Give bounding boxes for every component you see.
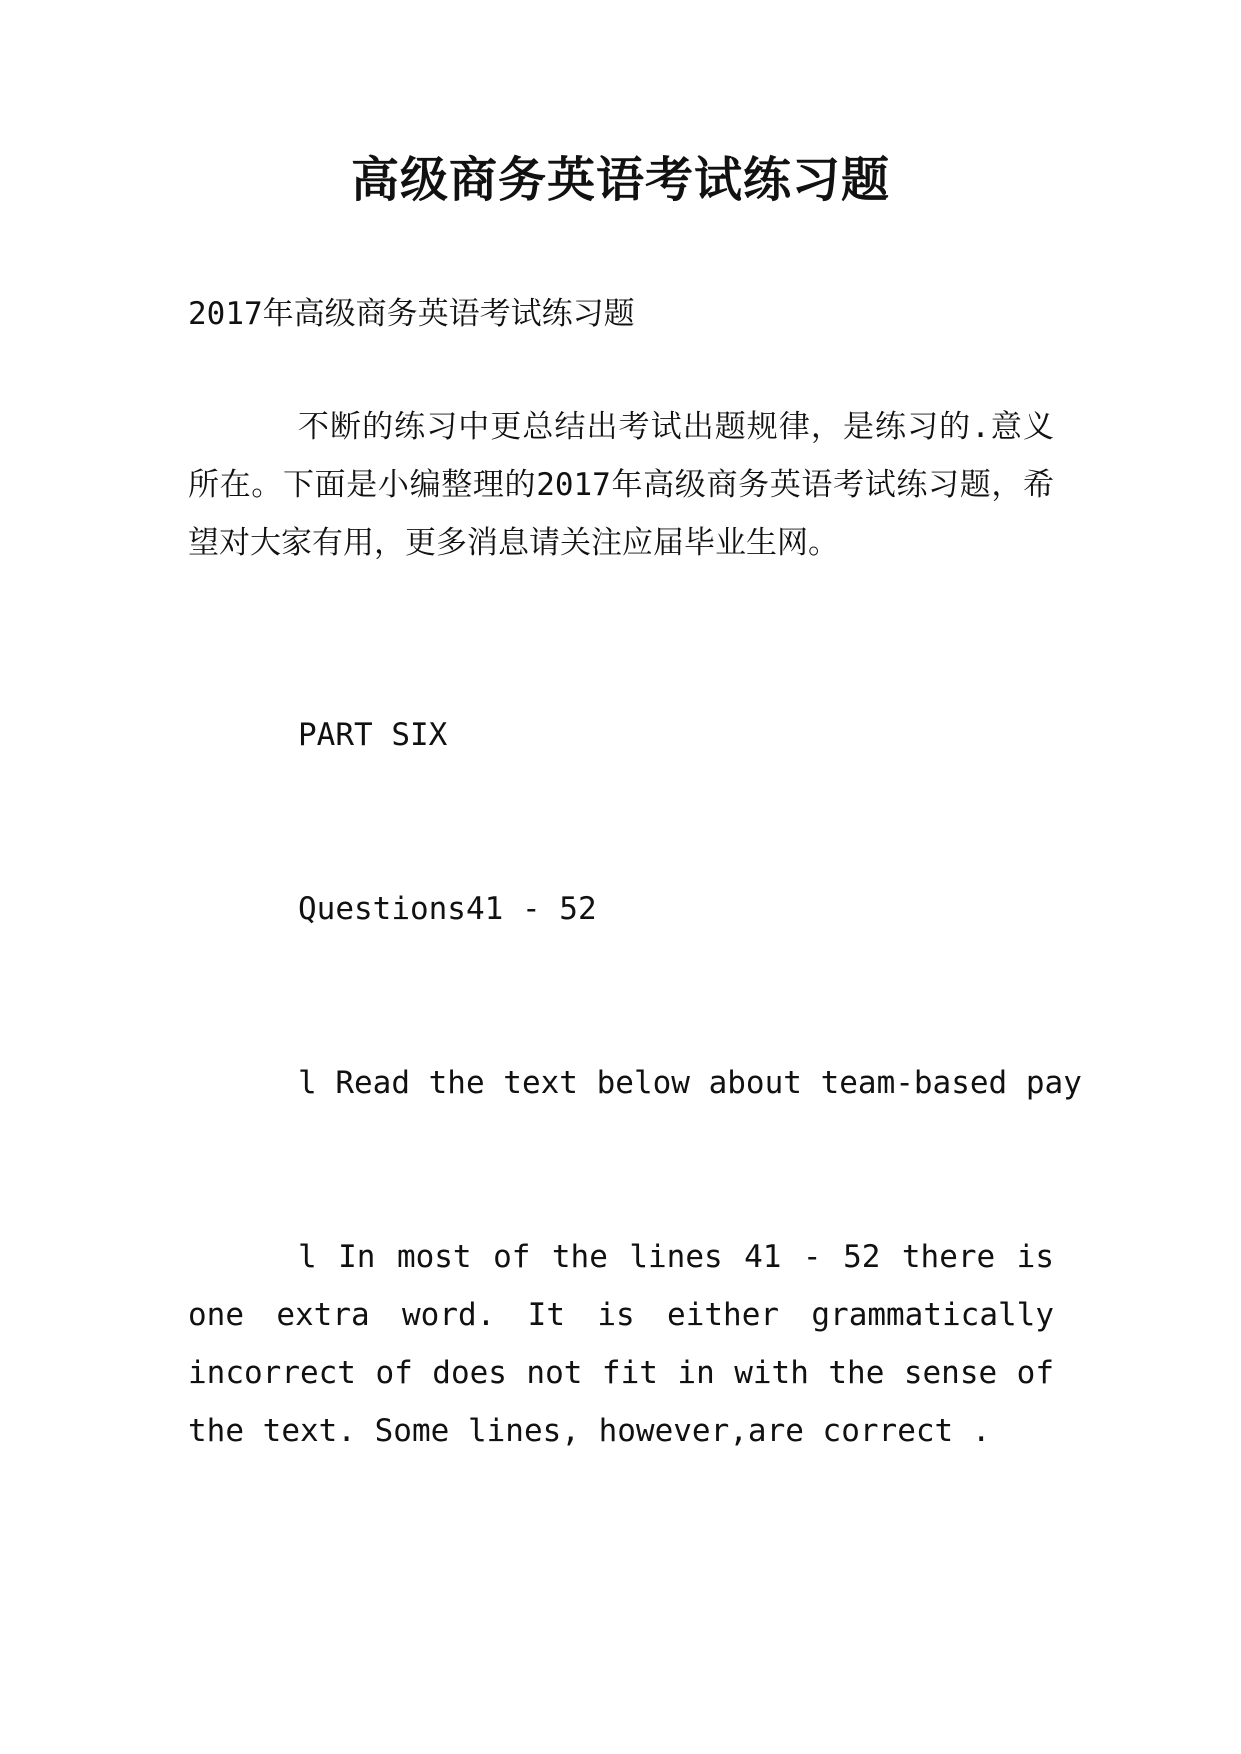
questions-range: Questions41 - 52 <box>298 891 597 927</box>
document-title: 高级商务英语考试练习题 <box>350 152 890 208</box>
instruction-read-text: l Read the text below about team-based pay <box>298 1065 1082 1101</box>
part-heading: PART SIX <box>298 717 448 753</box>
intro-paragraph: 不断的练习中更总结出考试出题规律，是练习的.意义所在。下面是小编整理的2017年高级商务英语考试练习题，希望对大家有用，更多消息请关注应届毕业生网。 <box>188 409 1054 561</box>
document-subtitle: 2017年高级商务英语考试练习题 <box>188 296 635 332</box>
instruction-extra-word: l In most of the lines 41 - 52 there is one extra word. It is either grammatically incorrect of does not fit in with the sense of the text. Some lines, however,are correct . <box>188 1239 1054 1449</box>
